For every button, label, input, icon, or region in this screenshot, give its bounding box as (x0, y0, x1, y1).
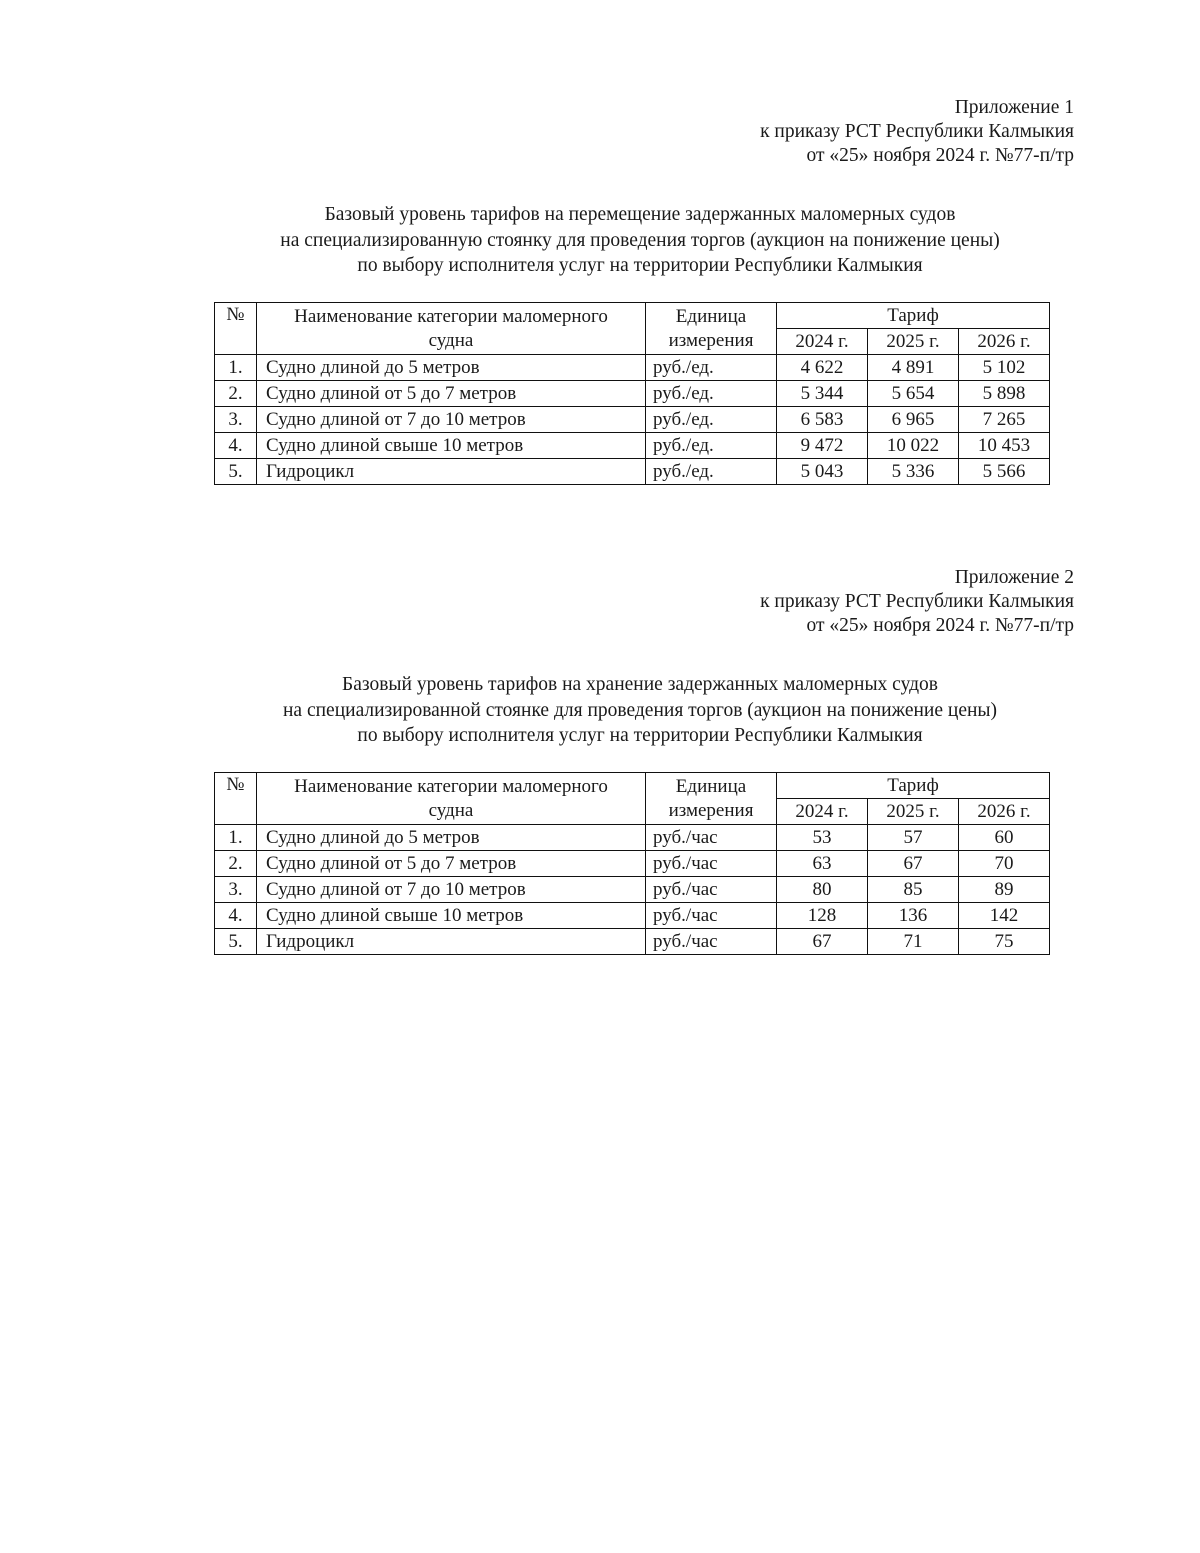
table-row (215, 877, 1050, 903)
column-header-year: 2025 г. (868, 329, 959, 355)
unit-cell: руб./ед. (646, 355, 777, 381)
tariff-2026: 5 898 (959, 381, 1050, 407)
column-header-name-line: судна (428, 329, 474, 351)
tariff-2024: 128 (777, 903, 868, 929)
table-header-row (215, 773, 1050, 799)
table-row (215, 381, 1050, 407)
column-header-unit-line: измерения (668, 799, 754, 821)
column-header-number: № (215, 303, 257, 355)
table-row (215, 825, 1050, 851)
appendix-number: Приложение 2 (954, 567, 1074, 588)
unit-cell: руб./час (646, 903, 777, 929)
tariff-2024: 4 622 (777, 355, 868, 381)
tariff-2025: 10 022 (868, 433, 959, 459)
title-line: Базовый уровень тарифов на перемещение задержанных маломерных судов (324, 204, 956, 225)
row-number: 4. (215, 433, 257, 459)
column-header-unit (646, 773, 777, 825)
tariff-2025: 57 (868, 825, 959, 851)
table-row (215, 929, 1050, 955)
appendix-title (200, 202, 1080, 279)
row-number: 5. (215, 929, 257, 955)
table-row (215, 355, 1050, 381)
tariff-2026: 75 (959, 929, 1050, 955)
tariff-2024: 6 583 (777, 407, 868, 433)
order-date: от «25» ноября 2024 г. №77-п/тр (806, 615, 1074, 636)
order-reference: к приказу РСТ Республики Калмыкия (760, 591, 1074, 612)
column-header-year: 2024 г. (777, 799, 868, 825)
tariff-2025: 136 (868, 903, 959, 929)
title-line: на специализированной стоянке для проведения торгов (аукцион на понижение цены) (282, 699, 998, 721)
vessel-category: Судно длиной свыше 10 метров (257, 433, 646, 459)
vessel-category: Судно длиной от 5 до 7 метров (257, 851, 646, 877)
tariff-table (214, 772, 1050, 955)
tariff-2024: 9 472 (777, 433, 868, 459)
order-reference: к приказу РСТ Республики Калмыкия (760, 121, 1074, 142)
row-number: 1. (215, 825, 257, 851)
unit-cell: руб./ед. (646, 407, 777, 433)
appendix-header (760, 566, 1074, 638)
column-header-name (257, 303, 646, 355)
table-header-row (215, 303, 1050, 329)
column-header-year: 2026 г. (959, 329, 1050, 355)
table-row (215, 433, 1050, 459)
title-line: по выбору исполнителя услуг на территории Республики Калмыкия (357, 255, 923, 276)
tariff-2026: 5 566 (959, 459, 1050, 485)
title-line: по выбору исполнителя услуг на территории Республики Калмыкия (357, 725, 923, 746)
column-header-year: 2026 г. (959, 799, 1050, 825)
row-number: 1. (215, 355, 257, 381)
unit-cell: руб./час (646, 825, 777, 851)
tariff-2026: 10 453 (959, 433, 1050, 459)
tariff-2025: 85 (868, 877, 959, 903)
unit-cell: руб./ед. (646, 381, 777, 407)
tariff-2026: 89 (959, 877, 1050, 903)
tariff-2026: 7 265 (959, 407, 1050, 433)
table-row (215, 459, 1050, 485)
column-header-unit (646, 303, 777, 355)
vessel-category: Гидроцикл (257, 459, 646, 485)
row-number: 5. (215, 459, 257, 485)
column-header-name (257, 773, 646, 825)
tariff-2025: 5 654 (868, 381, 959, 407)
appendix-header (760, 96, 1074, 168)
column-header-unit-line: Единица (675, 775, 747, 797)
column-header-name-line: судна (428, 799, 474, 821)
vessel-category: Судно длиной от 5 до 7 метров (257, 381, 646, 407)
tariff-2025: 67 (868, 851, 959, 877)
column-header-name-line: Наименование категории маломерного (294, 305, 608, 327)
unit-cell: руб./ед. (646, 459, 777, 485)
tariff-2025: 5 336 (868, 459, 959, 485)
tariff-table (214, 302, 1050, 485)
tariff-2026: 70 (959, 851, 1050, 877)
row-number: 4. (215, 903, 257, 929)
vessel-category: Судно длиной от 7 до 10 метров (257, 407, 646, 433)
tariff-2025: 71 (868, 929, 959, 955)
column-header-unit-line: измерения (668, 329, 754, 351)
row-number: 3. (215, 407, 257, 433)
tariff-2024: 63 (777, 851, 868, 877)
appendix-title (200, 672, 1080, 749)
row-number: 2. (215, 851, 257, 877)
tariff-2024: 53 (777, 825, 868, 851)
title-line: на специализированную стоянку для проведения торгов (аукцион на понижение цены) (280, 229, 1000, 251)
order-date: от «25» ноября 2024 г. №77-п/тр (806, 145, 1074, 166)
unit-cell: руб./час (646, 851, 777, 877)
tariff-2026: 60 (959, 825, 1050, 851)
vessel-category: Судно длиной до 5 метров (257, 825, 646, 851)
vessel-category: Гидроцикл (257, 929, 646, 955)
column-header-tariff: Тариф (777, 303, 1050, 329)
column-header-name-line: Наименование категории маломерного (294, 775, 608, 797)
tariff-2026: 5 102 (959, 355, 1050, 381)
tariff-2024: 5 043 (777, 459, 868, 485)
vessel-category: Судно длиной от 7 до 10 метров (257, 877, 646, 903)
table-row (215, 407, 1050, 433)
tariff-2024: 80 (777, 877, 868, 903)
tariff-2026: 142 (959, 903, 1050, 929)
unit-cell: руб./час (646, 929, 777, 955)
vessel-category: Судно длиной до 5 метров (257, 355, 646, 381)
tariff-2025: 6 965 (868, 407, 959, 433)
column-header-tariff: Тариф (777, 773, 1050, 799)
column-header-number: № (215, 773, 257, 825)
title-line: Базовый уровень тарифов на хранение задержанных маломерных судов (342, 674, 938, 695)
column-header-unit-line: Единица (675, 305, 747, 327)
column-header-year: 2025 г. (868, 799, 959, 825)
row-number: 3. (215, 877, 257, 903)
vessel-category: Судно длиной свыше 10 метров (257, 903, 646, 929)
tariff-2025: 4 891 (868, 355, 959, 381)
appendix-number: Приложение 1 (954, 97, 1074, 118)
row-number: 2. (215, 381, 257, 407)
table-row (215, 851, 1050, 877)
table-row (215, 903, 1050, 929)
unit-cell: руб./час (646, 877, 777, 903)
unit-cell: руб./ед. (646, 433, 777, 459)
column-header-year: 2024 г. (777, 329, 868, 355)
tariff-2024: 67 (777, 929, 868, 955)
tariff-2024: 5 344 (777, 381, 868, 407)
